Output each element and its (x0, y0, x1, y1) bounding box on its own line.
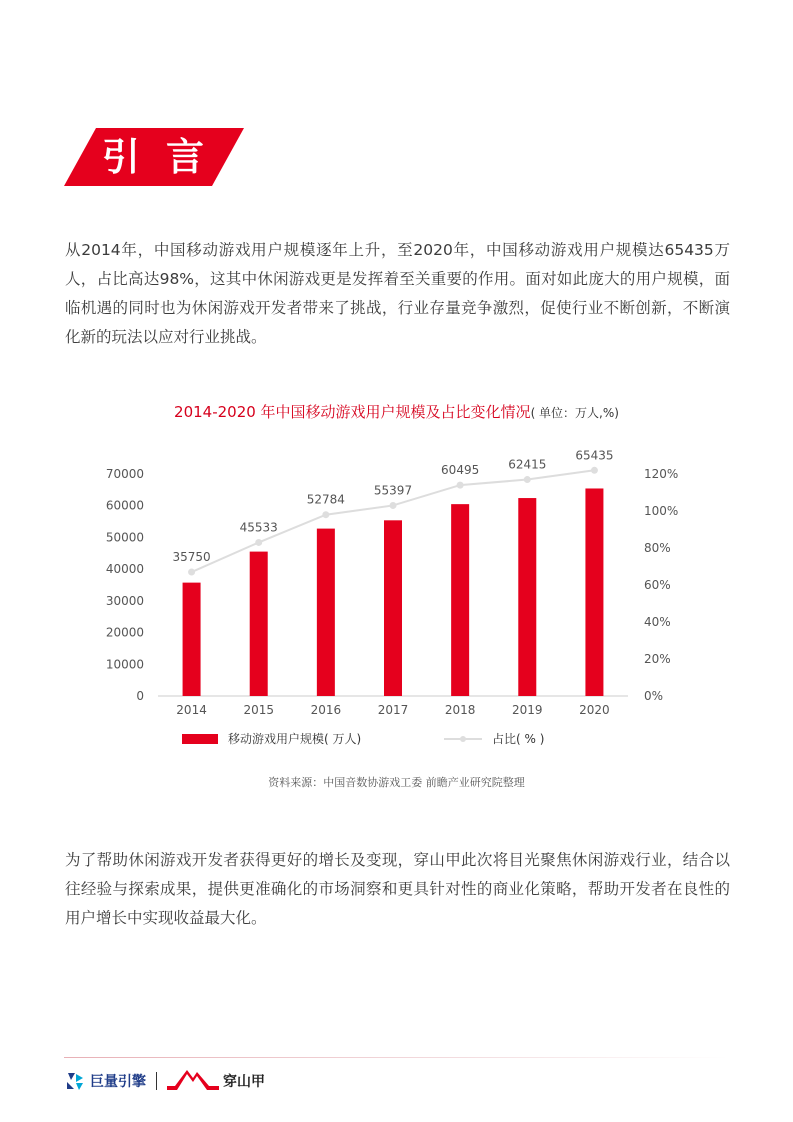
y-right-tick-label: 0% (644, 689, 664, 703)
closing-paragraph: 为了帮助休闲游戏开发者获得更好的增长及变现，穿山甲此次将目光聚焦休闲游戏行业，结合以往经验与探索成果，提供更准确化的市场洞察和更具针对性的商业化策略，帮助开发者在良性的用户增长中实现收益最大化。 (65, 851, 730, 927)
x-tick-label: 2015 (243, 703, 274, 717)
bar (183, 583, 201, 696)
bar (518, 498, 536, 696)
y-left-tick-label: 30000 (105, 593, 144, 608)
x-tick-label: 2020 (579, 703, 610, 717)
y-left-tick-label: 0 (136, 689, 144, 703)
x-tick-label: 2016 (310, 703, 342, 717)
legend-line-label: 占比( % ) (492, 732, 545, 746)
chart-title-line (0, 401, 793, 422)
y-left-tick-label: 20000 (105, 625, 144, 640)
y-right-tick-label: 80% (644, 541, 671, 555)
ratio-point (322, 511, 329, 518)
y-left-tick-label: 40000 (105, 562, 144, 577)
y-right-tick-label: 20% (644, 652, 671, 666)
x-tick-label: 2014 (176, 703, 207, 717)
ratio-point (457, 482, 464, 489)
y-right-tick-label: 60% (644, 578, 671, 592)
intro-paragraph: 从2014年，中国移动游戏用户规模逐年上升，至2020年，中国移动游戏用户规模达65435万人，占比高达98%，这其中休闲游戏更是发挥着至关重要的作用。面对如此庞大的用户规模，面临机遇的同时也为休闲游戏开发者带来了挑战，行业存量竞争激烈，促使行业不断创新，不断演化新的玩法以应对行业挑战。 (65, 241, 730, 346)
user-scale-chart (100, 450, 700, 760)
y-left-tick-label: 70000 (105, 467, 144, 481)
bar-value-label: 35750 (172, 550, 211, 565)
x-tick-label: 2017 (377, 703, 409, 717)
x-tick-label: 2019 (512, 703, 543, 717)
ocean-engine-logo-icon (64, 1070, 86, 1092)
x-tick-label: 2018 (444, 703, 476, 717)
bar-value-label: 45533 (239, 520, 278, 535)
y-left-tick-label: 10000 (105, 657, 144, 672)
bar (585, 488, 603, 696)
y-left-tick-label: 50000 (105, 530, 144, 545)
ratio-point (188, 569, 195, 576)
bar (451, 504, 469, 696)
ratio-point (524, 476, 531, 483)
footer-divider (64, 1057, 729, 1058)
legend-line-marker (460, 736, 466, 742)
pangle-mountain-logo-icon (167, 1070, 219, 1092)
bar-value-label: 62415 (508, 457, 547, 472)
bar (317, 529, 335, 696)
chart-title: 2014-2020 年中国移动游戏用户规模及占比变化情况 (174, 403, 531, 421)
source-note: 资料来源：中国音数协游戏工委 前瞻产业研究院整理 (268, 776, 525, 789)
bar (384, 520, 402, 696)
ratio-point (390, 502, 397, 509)
footer (64, 1068, 265, 1094)
y-left-tick-label: 60000 (105, 498, 144, 513)
bar-value-label: 52784 (306, 492, 345, 507)
bar (250, 552, 268, 696)
ratio-point (255, 539, 262, 546)
brand-right-label: 穿山甲 (223, 1074, 265, 1090)
y-right-tick-label: 120% (644, 467, 679, 481)
section-banner (64, 128, 244, 186)
section-title: 引言 (102, 135, 231, 179)
legend-bar-swatch (182, 734, 218, 744)
footer-separator (156, 1072, 157, 1090)
y-right-tick-label: 100% (644, 504, 679, 518)
chart-unit-note: ( 单位：万人,%) (530, 406, 619, 420)
bar-value-label: 60495 (441, 463, 480, 478)
brand-left-label: 巨量引擎 (90, 1074, 146, 1090)
y-right-tick-label: 40% (644, 615, 671, 629)
bar-value-label: 65435 (575, 450, 614, 463)
ratio-point (591, 467, 598, 474)
bar-value-label: 55397 (373, 483, 413, 498)
legend-bar-label: 移动游戏用户规模( 万人) (228, 732, 362, 746)
